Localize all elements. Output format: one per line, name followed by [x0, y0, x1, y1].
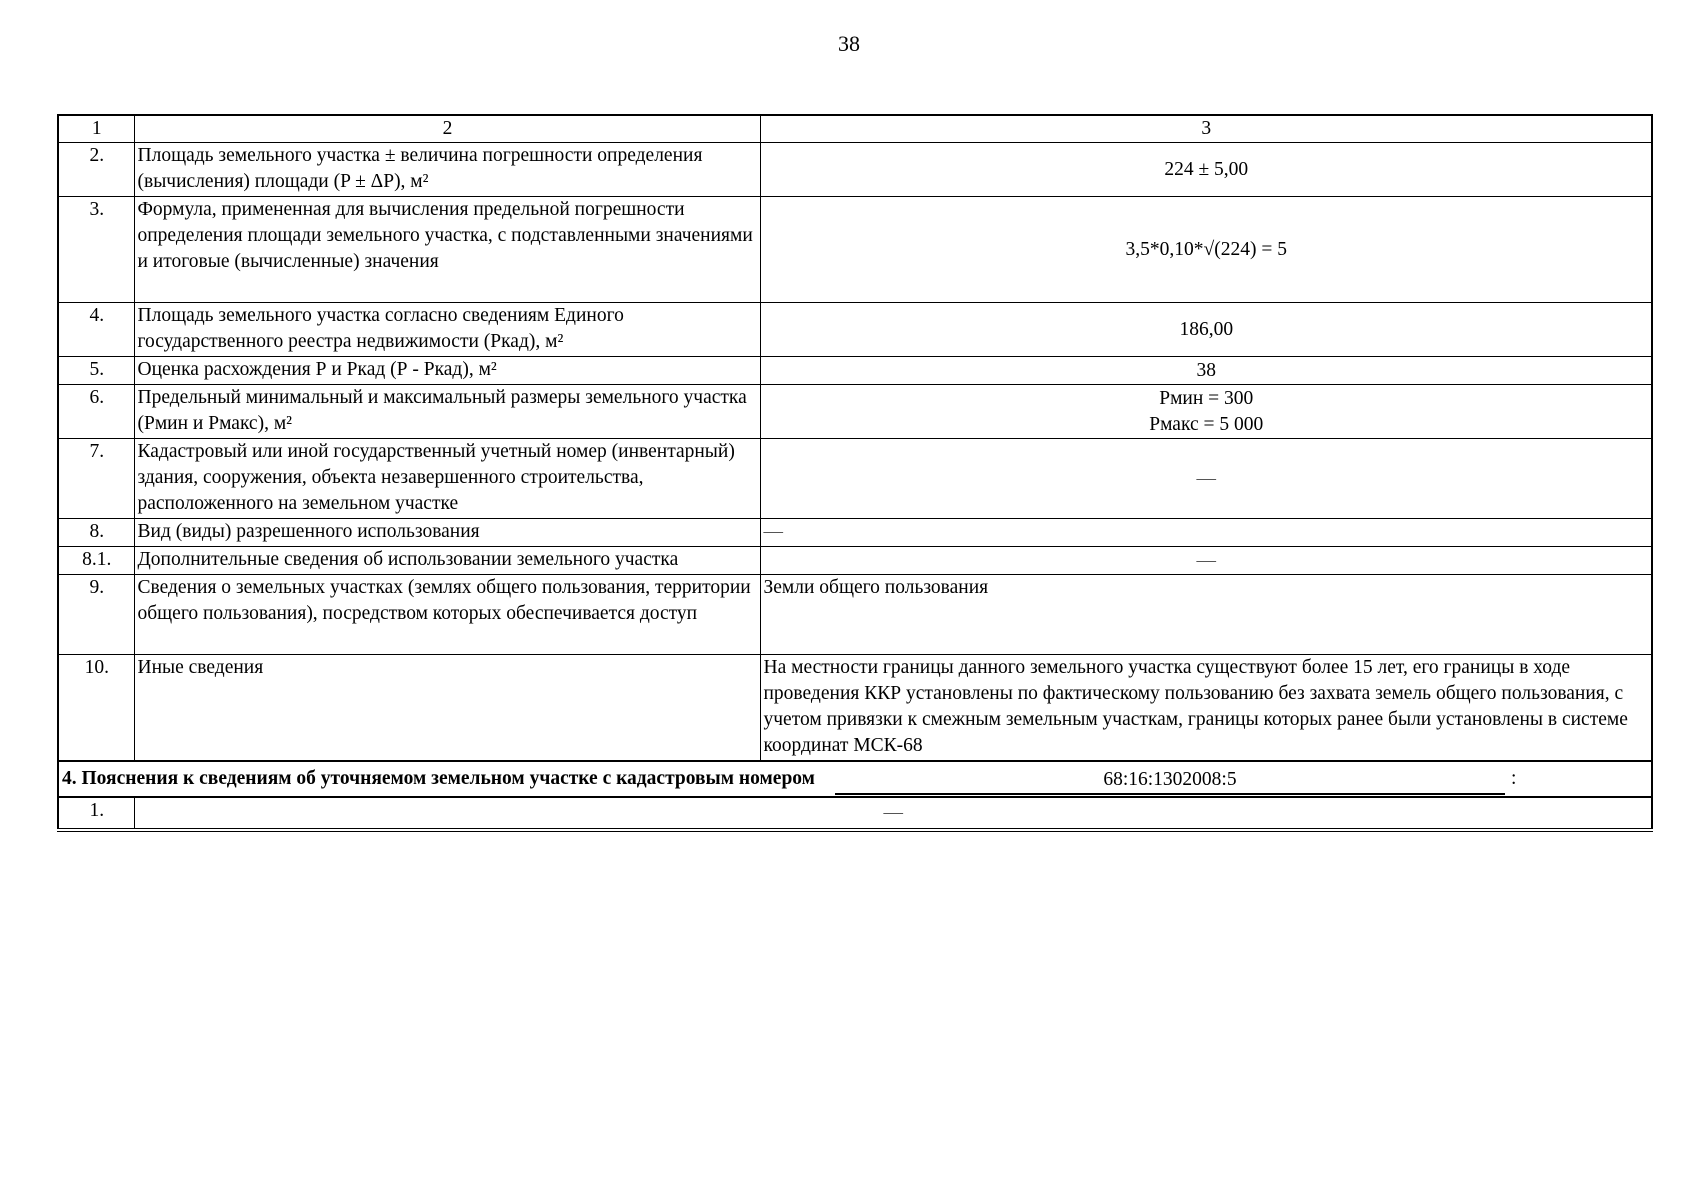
row-number: 1.: [58, 797, 134, 830]
row-label: Вид (виды) разрешенного использования: [134, 519, 760, 547]
row-value: На местности границы данного земельного участка существуют более 15 лет, его границы в ходе проведения ККР установлены по фактическому пользованию без захвата земель общего пользования, с учетом привязки к смежным земельным участкам, границы которых ранее были установлены в системе координат МСК-68: [760, 655, 1652, 761]
table-row: [58, 357, 1652, 385]
row-number: 3.: [58, 197, 134, 303]
row-value: 224 ± 5,00: [760, 143, 1652, 197]
row-label: Сведения о земельных участках (землях общего пользования, территории общего пользования), посредством которых обеспечивается доступ: [134, 575, 760, 655]
row-number: 8.: [58, 519, 134, 547]
table-row: [58, 575, 1652, 655]
table-row: [58, 197, 1652, 303]
table-row: [58, 303, 1652, 357]
header-col-2: 2: [134, 115, 760, 143]
row-number: 9.: [58, 575, 134, 655]
row-value: —: [134, 797, 1652, 830]
row-number: 10.: [58, 655, 134, 761]
table-row: [58, 385, 1652, 439]
row-label: Площадь земельного участка ± величина погрешности определения (вычисления) площади (P ± ΔP), м²: [134, 143, 760, 197]
row-value-minmax: [760, 385, 1652, 439]
row-label: Формула, примененная для вычисления предельной погрешности определения площади земельного участка, с подставленными значениями и итоговые (вычисленные) значения: [134, 197, 760, 303]
row-value: —: [760, 439, 1652, 519]
row-number: 2.: [58, 143, 134, 197]
header-col-3: 3: [760, 115, 1652, 143]
table-row: [58, 143, 1652, 197]
cadastral-number: 68:16:1302008:5: [835, 763, 1505, 795]
row-value: 186,00: [760, 303, 1652, 357]
section-4-colon: :: [1510, 767, 1517, 789]
row-value: —: [760, 519, 1652, 547]
row-number: 8.1.: [58, 547, 134, 575]
row-number: 7.: [58, 439, 134, 519]
row-label: Оценка расхождения Р и Ркад (Р - Ркад), м²: [134, 357, 760, 385]
table-header-row: [58, 115, 1652, 143]
row-number: 4.: [58, 303, 134, 357]
row-label: Площадь земельного участка согласно сведениям Единого государственного реестра недвижимости (Ркад), м²: [134, 303, 760, 357]
section-4-header: [58, 761, 1652, 797]
table-row: [58, 655, 1652, 761]
row-number: 5.: [58, 357, 134, 385]
section-4-title: 4. Пояснения к сведениям об уточняемом земельном участке с кадастровым номером: [62, 767, 815, 789]
row-value: —: [760, 547, 1652, 575]
row-label: Предельный минимальный и максимальный размеры земельного участка (Рмин и Рмакс), м²: [134, 385, 760, 439]
section-4-header-row: [58, 761, 1652, 797]
row-value: 3,5*0,10*√(224) = 5: [760, 197, 1652, 303]
row-value: Земли общего пользования: [760, 575, 1652, 655]
row-label: Дополнительные сведения об использовании земельного участка: [134, 547, 760, 575]
header-col-1: 1: [58, 115, 134, 143]
row-number: 6.: [58, 385, 134, 439]
land-plot-info-table: [57, 114, 1653, 832]
row-value: 38: [760, 357, 1652, 385]
table-row: [58, 519, 1652, 547]
row-value-max: Рмакс = 5 000: [1149, 413, 1264, 435]
table-row: [58, 797, 1652, 830]
row-label: Кадастровый или иной государственный учетный номер (инвентарный) здания, сооружения, объекта незавершенного строительства, расположенного на земельном участке: [134, 439, 760, 519]
table-row: [58, 439, 1652, 519]
table-row: [58, 547, 1652, 575]
row-label: Иные сведения: [134, 655, 760, 761]
row-value-min: Рмин = 300: [1159, 387, 1254, 409]
page-number: 38: [838, 31, 860, 56]
